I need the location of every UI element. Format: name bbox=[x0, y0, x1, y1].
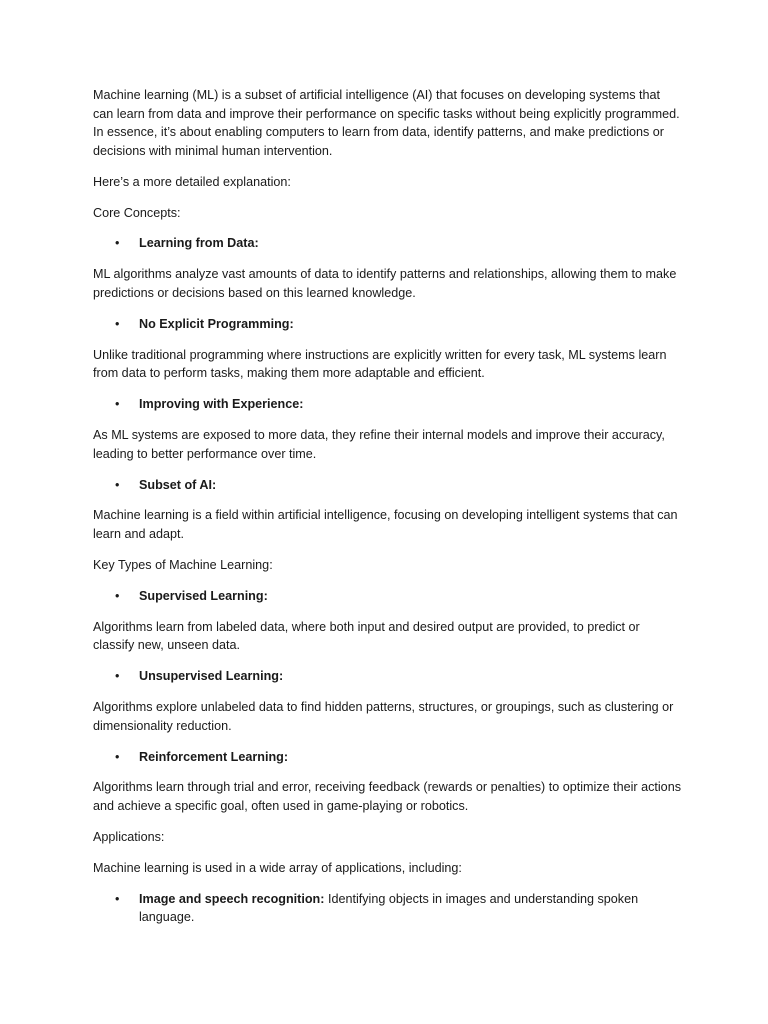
applications-heading: Applications: bbox=[93, 829, 165, 844]
core-item-text: Machine learning is a field within artificial intelligence, focusing on developing intelligent systems that can learn and adapt. bbox=[93, 508, 678, 542]
bullet-icon: • bbox=[115, 891, 120, 906]
bullet-icon: • bbox=[115, 588, 120, 603]
application-item-list bbox=[93, 890, 683, 927]
type-item-list bbox=[93, 667, 683, 686]
types-heading: Key Types of Machine Learning: bbox=[93, 557, 273, 572]
document-body bbox=[93, 86, 683, 939]
bullet-item bbox=[93, 890, 683, 927]
bullet-title: Learning from Data: bbox=[139, 236, 259, 251]
core-item-list bbox=[93, 476, 683, 495]
core-concepts-heading: Core Concepts: bbox=[93, 205, 181, 220]
bullet-item bbox=[93, 667, 683, 686]
core-item-list bbox=[93, 234, 683, 253]
core-item-text: As ML systems are exposed to more data, they refine their internal models and improve their accuracy, leading to better performance over time. bbox=[93, 428, 665, 461]
bullet-icon: • bbox=[115, 316, 120, 331]
type-item-list bbox=[93, 587, 683, 606]
bullet-item bbox=[93, 395, 683, 414]
core-item-list bbox=[93, 315, 683, 334]
bullet-title: Reinforcement Learning: bbox=[139, 749, 289, 764]
bullet-title: Image and speech recognition: bbox=[139, 891, 325, 906]
bullet-icon: • bbox=[115, 397, 120, 412]
bullet-text: Identifying objects in images and understanding spoken language. bbox=[139, 891, 639, 925]
bullet-title: No Explicit Programming: bbox=[139, 316, 294, 331]
type-item-text: Algorithms learn through trial and error, receiving feedback (rewards or penalties) to optimize their actions and achieve a specific goal, often used in game-playing or robotics. bbox=[93, 780, 681, 814]
bullet-item bbox=[93, 748, 683, 767]
bullet-title: Subset of AI: bbox=[139, 477, 217, 492]
bullet-title: Unsupervised Learning: bbox=[139, 669, 284, 684]
bullet-title: Improving with Experience: bbox=[139, 397, 304, 412]
bullet-item bbox=[93, 587, 683, 606]
core-item-text: ML algorithms analyze vast amounts of data to identify patterns and relationships, allowing them to make predictions or decisions based on this learned knowledge. bbox=[93, 267, 677, 300]
bullet-item bbox=[93, 315, 683, 334]
bullet-icon: • bbox=[115, 236, 120, 251]
intro-paragraph: Machine learning (ML) is a subset of artificial intelligence (AI) that focuses on developing systems that can learn from data and improve their performance on specific tasks without being explicitly programmed. In essence, it’s about enabling computers to learn from data, identify patterns, and make predictions or decisions with minimal human intervention. bbox=[93, 88, 680, 158]
bullet-icon: • bbox=[115, 749, 120, 764]
bullet-item bbox=[93, 476, 683, 495]
bullet-title: Supervised Learning: bbox=[139, 588, 268, 603]
core-item-list bbox=[93, 395, 683, 414]
detail-intro-paragraph: Here’s a more detailed explanation: bbox=[93, 174, 291, 189]
bullet-icon: • bbox=[115, 669, 120, 684]
core-item-text: Unlike traditional programming where instructions are explicitly written for every task, ML systems learn from data to perform tasks, making them more adaptable and efficient. bbox=[93, 347, 667, 381]
bullet-item bbox=[93, 234, 683, 253]
type-item-list bbox=[93, 748, 683, 767]
bullet-icon: • bbox=[115, 477, 120, 492]
applications-intro: Machine learning is used in a wide array of applications, including: bbox=[93, 860, 462, 875]
type-item-text: Algorithms explore unlabeled data to find hidden patterns, structures, or groupings, such as clustering or dimensionality reduction. bbox=[93, 700, 674, 733]
type-item-text: Algorithms learn from labeled data, where both input and desired output are provided, to predict or classify new, unseen data. bbox=[93, 619, 640, 653]
